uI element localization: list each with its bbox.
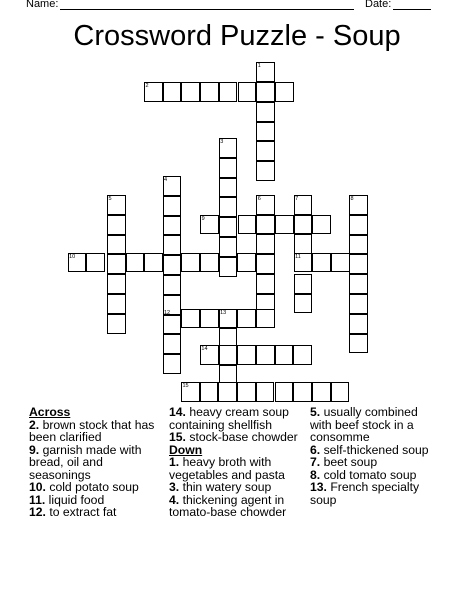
grid-cell[interactable] [200, 253, 219, 273]
clue-text: cold potato soup [49, 480, 139, 494]
grid-clue-number: 5 [108, 196, 112, 202]
grid-cell[interactable] [294, 294, 313, 314]
clue-number: 10. [29, 480, 46, 494]
clue-number: 12. [29, 505, 46, 519]
grid-cell[interactable] [237, 382, 256, 402]
clue-text: thickening agent in tomato-base chowder [169, 492, 287, 519]
down-clue-list-cont [310, 406, 440, 506]
clue-item [310, 481, 440, 506]
clue-text: thin watery soup [182, 480, 272, 494]
grid-cell[interactable] [275, 82, 294, 102]
across-clue-list-cont [169, 406, 309, 444]
grid-cell[interactable] [331, 382, 350, 402]
grid-cell[interactable] [275, 382, 294, 402]
grid-cell[interactable] [238, 215, 257, 235]
clue-number: 15. [169, 430, 186, 444]
grid-cell[interactable] [219, 178, 238, 198]
clue-number: 4. [169, 492, 180, 507]
grid-cell[interactable] [107, 254, 126, 274]
grid-clue-number: 14 [201, 346, 208, 352]
grid-cell[interactable] [256, 102, 275, 122]
clue-text: stock-base chowder [189, 430, 298, 444]
clue-number: 5. [310, 405, 321, 419]
grid-cell[interactable] [181, 253, 200, 273]
grid-cell[interactable] [349, 215, 368, 235]
grid-cell[interactable] [293, 345, 312, 365]
clue-item [310, 406, 440, 444]
across-heading: Across [29, 405, 71, 419]
grid-clue-number: 12 [164, 309, 171, 316]
grid-clue-number: 15 [182, 383, 189, 389]
grid-cell[interactable] [107, 235, 126, 255]
grid-cell[interactable] [107, 294, 126, 314]
clue-text: garnish made with bread, oil and seasonings [29, 442, 142, 482]
clues-col-1 [29, 406, 164, 519]
grid-cell[interactable] [256, 122, 275, 142]
grid-cell[interactable] [331, 253, 350, 273]
clue-number: 6. [310, 442, 321, 457]
grid-cell[interactable] [256, 215, 275, 235]
grid-clue-number: 2 [145, 83, 149, 89]
grid-cell[interactable] [163, 255, 182, 275]
grid-cell[interactable] [349, 235, 368, 255]
clue-item [29, 444, 164, 482]
grid-cell[interactable] [200, 82, 219, 102]
grid-clue-number: 3 [220, 139, 224, 145]
down-clue-list [169, 456, 309, 519]
grid-cell[interactable] [163, 216, 182, 236]
clue-item [169, 456, 309, 481]
clue-number: 7. [310, 455, 321, 469]
grid-cell[interactable] [181, 82, 200, 102]
grid-cell[interactable] [163, 334, 182, 354]
date-label: Date: [365, 0, 392, 10]
grid-cell[interactable] [219, 237, 238, 257]
clue-text: liquid food [48, 492, 105, 507]
grid-clue-number: 10 [69, 253, 76, 260]
grid-cell[interactable] [144, 253, 163, 273]
grid-cell[interactable] [237, 309, 256, 329]
clue-text: to extract fat [49, 505, 117, 519]
clues-col-3 [310, 406, 440, 506]
grid-cell[interactable] [200, 309, 219, 329]
clue-item [169, 431, 309, 444]
clues-col-2 [169, 406, 309, 519]
grid-cell[interactable] [163, 354, 182, 374]
clue-text: beet soup [323, 455, 378, 469]
grid-cell[interactable] [219, 257, 238, 277]
across-clue-list [29, 419, 164, 519]
grid-cell[interactable] [163, 196, 182, 216]
clue-number: 11. [29, 492, 46, 507]
grid-clue-number: 4 [164, 177, 168, 183]
clue-number: 1. [169, 455, 180, 469]
grid-cell[interactable] [294, 215, 313, 235]
grid-cell[interactable] [219, 82, 238, 102]
grid-cell[interactable] [163, 275, 182, 295]
clue-item [169, 494, 309, 519]
grid-cell[interactable] [86, 253, 105, 273]
page-title: Crossword Puzzle - Soup [73, 20, 401, 52]
clue-number: 8. [310, 467, 321, 482]
grid-cell[interactable] [219, 345, 238, 365]
grid-cell[interactable] [256, 274, 275, 294]
grid-cell[interactable] [237, 253, 256, 273]
clue-item [29, 419, 164, 444]
clue-number: 3. [169, 480, 180, 494]
grid-cell[interactable] [293, 382, 312, 402]
grid-cell[interactable] [181, 309, 200, 329]
clue-item [29, 506, 164, 519]
grid-cell[interactable] [256, 161, 275, 181]
grid-cell[interactable] [256, 82, 275, 102]
clue-text: heavy broth with vegetables and pasta [169, 455, 285, 482]
clue-text: cold tomato soup [323, 467, 417, 482]
grid-clue-number: 1 [257, 63, 261, 70]
grid-cell[interactable] [256, 345, 275, 365]
grid-cell[interactable] [349, 294, 368, 314]
grid-clue-number: 9 [201, 215, 205, 222]
grid-cell[interactable] [163, 235, 182, 255]
clue-text: usually combined with beef stock in a consomme [310, 405, 418, 444]
grid-cell[interactable] [219, 217, 238, 237]
grid-cell[interactable] [107, 314, 126, 334]
grid-cell[interactable] [349, 334, 368, 354]
grid-cell[interactable] [256, 254, 275, 274]
grid-cell[interactable] [107, 274, 126, 294]
grid-cell[interactable] [218, 382, 237, 402]
down-heading: Down [169, 442, 203, 457]
grid-cell[interactable] [275, 345, 294, 365]
grid-cell[interactable] [294, 274, 313, 294]
grid-cell[interactable] [163, 82, 182, 102]
grid-cell[interactable] [219, 158, 238, 178]
grid-cell[interactable] [163, 315, 182, 335]
clue-number: 9. [29, 442, 40, 457]
grid-clue-number: 8 [350, 196, 354, 202]
clue-text: self-thickened soup [323, 442, 429, 457]
grid-cell[interactable] [312, 215, 331, 235]
grid-cell[interactable] [256, 382, 275, 402]
grid-cell[interactable] [238, 82, 257, 102]
grid-clue-number: 6 [257, 196, 261, 202]
grid-cell[interactable] [349, 254, 368, 274]
grid-cell[interactable] [294, 234, 313, 254]
grid-clue-number: 13 [220, 309, 227, 316]
grid-cell[interactable] [237, 345, 256, 365]
grid-cell[interactable] [256, 309, 275, 329]
clue-text: brown stock that has been clarified [29, 417, 155, 444]
grid-cell[interactable] [275, 215, 294, 235]
clue-number: 13. [310, 480, 327, 494]
grid-cell[interactable] [219, 197, 238, 217]
grid-cell[interactable] [256, 234, 275, 254]
clue-number: 2. [29, 417, 40, 432]
grid-cell[interactable] [312, 253, 331, 273]
grid-cell[interactable] [256, 141, 275, 161]
clue-text: heavy cream soup containing shellfish [169, 405, 289, 432]
grid-cell[interactable] [107, 215, 126, 235]
grid-cell[interactable] [349, 314, 368, 334]
clue-text: French specialty soup [310, 480, 420, 507]
grid-cell[interactable] [349, 274, 368, 294]
grid-cell[interactable] [126, 253, 145, 273]
name-label: Name: [26, 0, 59, 10]
clue-item [169, 406, 309, 431]
clue-number: 14. [169, 405, 186, 419]
grid-clue-number: 7 [295, 196, 299, 202]
grid-cell[interactable] [312, 382, 331, 402]
grid-clue-number: 11 [295, 253, 301, 260]
grid-cell[interactable] [200, 382, 219, 402]
